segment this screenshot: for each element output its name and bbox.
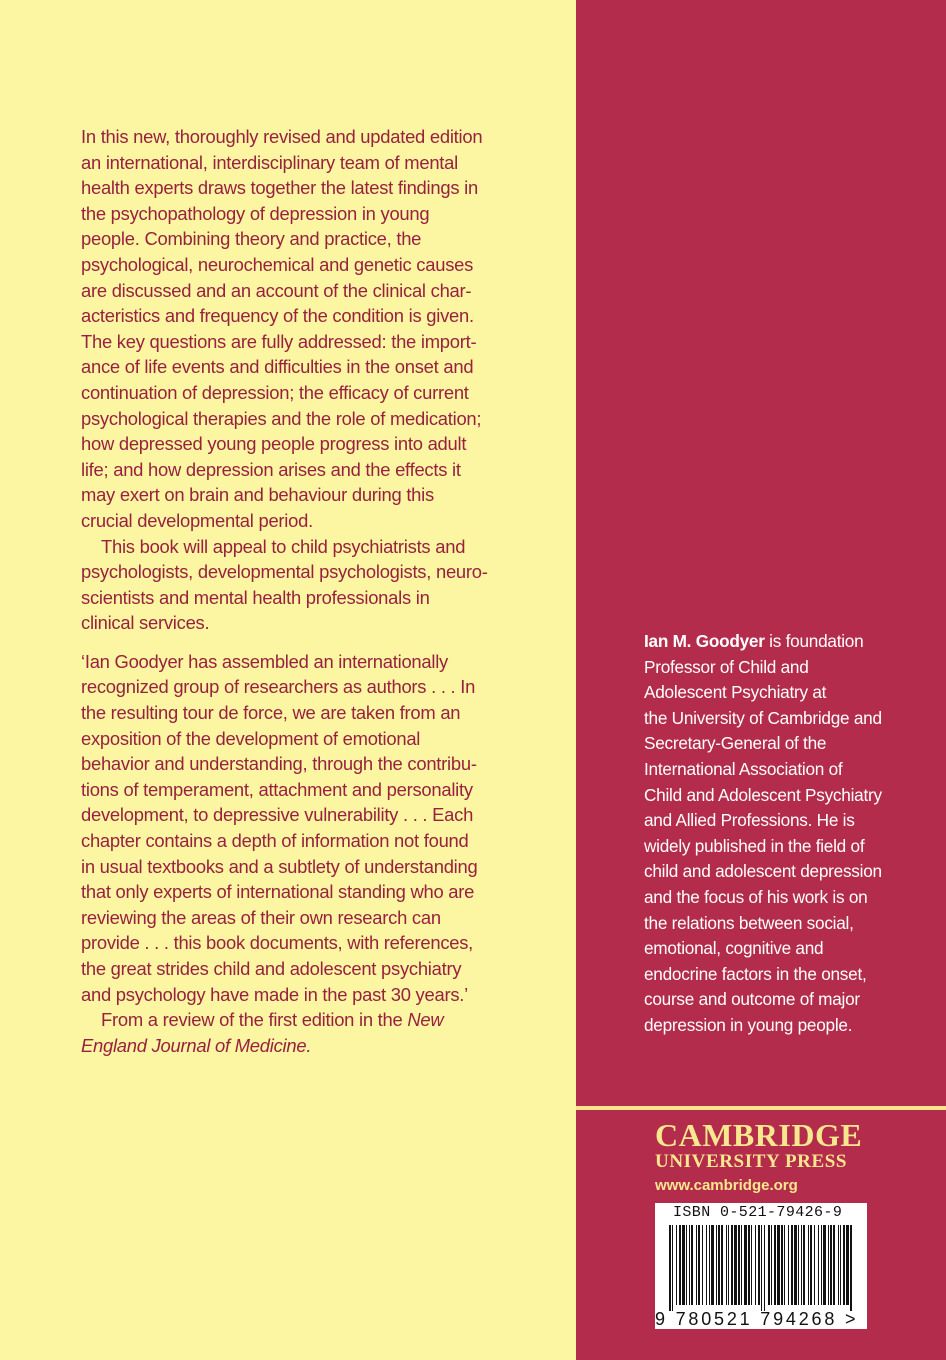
barcode-bar (761, 1225, 762, 1311)
publisher-logo (655, 1119, 862, 1197)
barcode-bar (709, 1225, 710, 1305)
barcode-bar (791, 1225, 793, 1305)
text-line: widely published in the field of (644, 835, 865, 856)
barcode-bar (794, 1225, 797, 1305)
barcode-bar (741, 1225, 742, 1305)
barcode-bar (803, 1225, 805, 1305)
barcode-bar (788, 1225, 789, 1305)
barcode-bar (823, 1225, 826, 1305)
barcode-bar (758, 1225, 760, 1305)
barcode-bar (814, 1225, 815, 1305)
barcode-bar (718, 1225, 720, 1305)
text-line: Adolescent Psychiatry at (644, 682, 827, 703)
text-line: ‘Ian Goodyer has assembled an internationally (81, 650, 449, 672)
text-line: the resulting tour de force, we are taken from an (81, 702, 461, 724)
barcode-bar (821, 1225, 822, 1305)
barcode-bar (744, 1225, 747, 1305)
divider-rule (576, 1106, 946, 1110)
barcode-bar (682, 1225, 685, 1305)
text-line: endocrine factors in the onset, (644, 963, 867, 984)
barcode-bar (751, 1225, 752, 1305)
text-line: clinical services. (81, 612, 210, 634)
text-line: acteristics and frequency of the condition is given. (81, 305, 474, 327)
barcode-bar (801, 1225, 802, 1305)
barcode-bars (669, 1225, 855, 1311)
text-line: International Association of (644, 758, 843, 779)
barcode-bar (731, 1225, 733, 1305)
barcode-bar (777, 1225, 780, 1305)
journal-name-part2: England Journal of Medicine. (81, 1034, 312, 1056)
text-line: psychologists, developmental psychologists, neuro- (81, 561, 488, 583)
text-line: reviewing the areas of their own research can (81, 906, 441, 928)
text-line: behavior and understanding, through the contribu- (81, 753, 477, 775)
text-line: Child and Adolescent Psychiatry (644, 784, 882, 805)
barcode-bar (728, 1225, 729, 1305)
book-description (81, 124, 501, 1058)
text-line: This book will appeal to child psychiatrists and (101, 535, 466, 557)
barcode-bar (840, 1225, 841, 1305)
barcode-bar (696, 1225, 697, 1305)
journal-name-part1: New (407, 1009, 444, 1031)
text-line: may exert on brain and behaviour during this (81, 484, 434, 506)
text-line: an international, interdisciplinary team of mental (81, 151, 458, 173)
barcode-bar (818, 1225, 819, 1305)
barcode-bar (830, 1225, 832, 1305)
isbn-barcode (655, 1203, 867, 1329)
text-line: people. Combining theory and practice, the (81, 228, 422, 250)
barcode-bar (838, 1225, 839, 1305)
barcode-bar (698, 1225, 700, 1305)
publisher-subname: UNIVERSITY PRESS (655, 1151, 848, 1172)
barcode-bar (679, 1225, 681, 1305)
text-line: psychological therapies and the role of medication; (81, 407, 482, 429)
text-line: how depressed young people progress into adult (81, 433, 467, 455)
text-line: health experts draws together the latest findings in (81, 177, 478, 199)
barcode-digits: 9 780521 794268 > (655, 1309, 859, 1329)
text-line: and psychology have made in the past 30 years.’ (81, 983, 468, 1005)
author-bio (644, 629, 889, 1039)
barcode-bar (669, 1225, 671, 1311)
barcode-bar (798, 1225, 799, 1305)
text-line: exposition of the development of emotional (81, 727, 421, 749)
isbn-label: ISBN 0-521-79426-9 (673, 1204, 843, 1221)
barcode-bar (784, 1225, 785, 1305)
description-paragraph (81, 124, 501, 534)
text-line: course and outcome of major (644, 989, 860, 1010)
barcode-bar (808, 1225, 809, 1305)
text-line: recognized group of researchers as authors . . . In (81, 676, 476, 698)
barcode-bar (768, 1225, 770, 1305)
barcode-bar (850, 1225, 852, 1311)
review-source (81, 1007, 501, 1058)
text-line: tions of temperament, attachment and personality (81, 778, 473, 800)
barcode-bar (771, 1225, 772, 1305)
barcode-bar (748, 1225, 750, 1305)
text-line: and Allied Professions. He is (644, 810, 855, 831)
barcode-bar (726, 1225, 727, 1305)
author-bio-first-line: is foundation (764, 631, 864, 651)
barcode-bar (689, 1225, 690, 1305)
text-line: chapter contains a depth of information not found (81, 830, 469, 852)
text-line: psychological, neurochemical and genetic causes (81, 253, 474, 275)
author-name: Ian M. Goodyer (644, 631, 765, 651)
text-line: life; and how depression arises and the effects it (81, 458, 461, 480)
audience-paragraph (81, 534, 501, 636)
text-line: crucial developmental period. (81, 509, 313, 531)
barcode-bar (702, 1225, 703, 1305)
barcode-bar (828, 1225, 829, 1305)
text-line: emotional, cognitive and (644, 938, 824, 959)
barcode-bar (810, 1225, 812, 1305)
text-line: Professor of Child and (644, 656, 809, 677)
text-line: in usual textbooks and a subtlety of understanding (81, 855, 478, 877)
barcode-bar (711, 1225, 714, 1305)
text-line: the psychopathology of depression in young (81, 202, 430, 224)
barcode-bar (676, 1225, 677, 1305)
text-line: development, to depressive vulnerability . . . Each (81, 804, 474, 826)
text-line: the relations between social, (644, 912, 854, 933)
text-line: Secretary-General of the (644, 733, 827, 754)
text-line: depression in young people. (644, 1014, 853, 1035)
text-line: continuation of depression; the efficacy of current (81, 381, 469, 403)
barcode-bar (755, 1225, 756, 1305)
barcode-bar (686, 1225, 687, 1305)
barcode-bar (843, 1225, 845, 1305)
barcode-bar (738, 1225, 740, 1305)
barcode-bar (691, 1225, 693, 1305)
review-source-prefix: From a review of the first edition in the (101, 1009, 408, 1031)
barcode-bar (734, 1225, 737, 1305)
text-line: ance of life events and difficulties in the onset and (81, 356, 474, 378)
barcode-bar (846, 1225, 849, 1305)
text-line: the great strides child and adolescent psychiatry (81, 958, 462, 979)
text-line: provide . . . this book documents, with references, (81, 932, 474, 954)
barcode-bar (764, 1225, 765, 1311)
barcode-bar (833, 1225, 835, 1305)
text-line: and the focus of his work is on (644, 886, 868, 907)
publisher-name: CAMBRIDGE (655, 1117, 863, 1153)
text-line: The key questions are fully addressed: the import- (81, 330, 477, 352)
text-line: the University of Cambridge and (644, 707, 882, 728)
text-line: scientists and mental health professionals in (81, 586, 430, 608)
review-quote (81, 649, 501, 1007)
barcode-bar (716, 1225, 717, 1305)
barcode-bar (774, 1225, 776, 1305)
text-line: In this new, thoroughly revised and updated edition (81, 126, 483, 147)
text-line: are discussed and an account of the clinical char- (81, 279, 472, 301)
barcode-bar (721, 1225, 723, 1305)
barcode-bar (781, 1225, 783, 1305)
publisher-url: www.cambridge.org (655, 1177, 798, 1194)
barcode-bar (706, 1225, 707, 1305)
barcode-bar (672, 1225, 673, 1311)
text-line: child and adolescent depression (644, 861, 882, 882)
text-line: that only experts of international standing who are (81, 881, 475, 903)
